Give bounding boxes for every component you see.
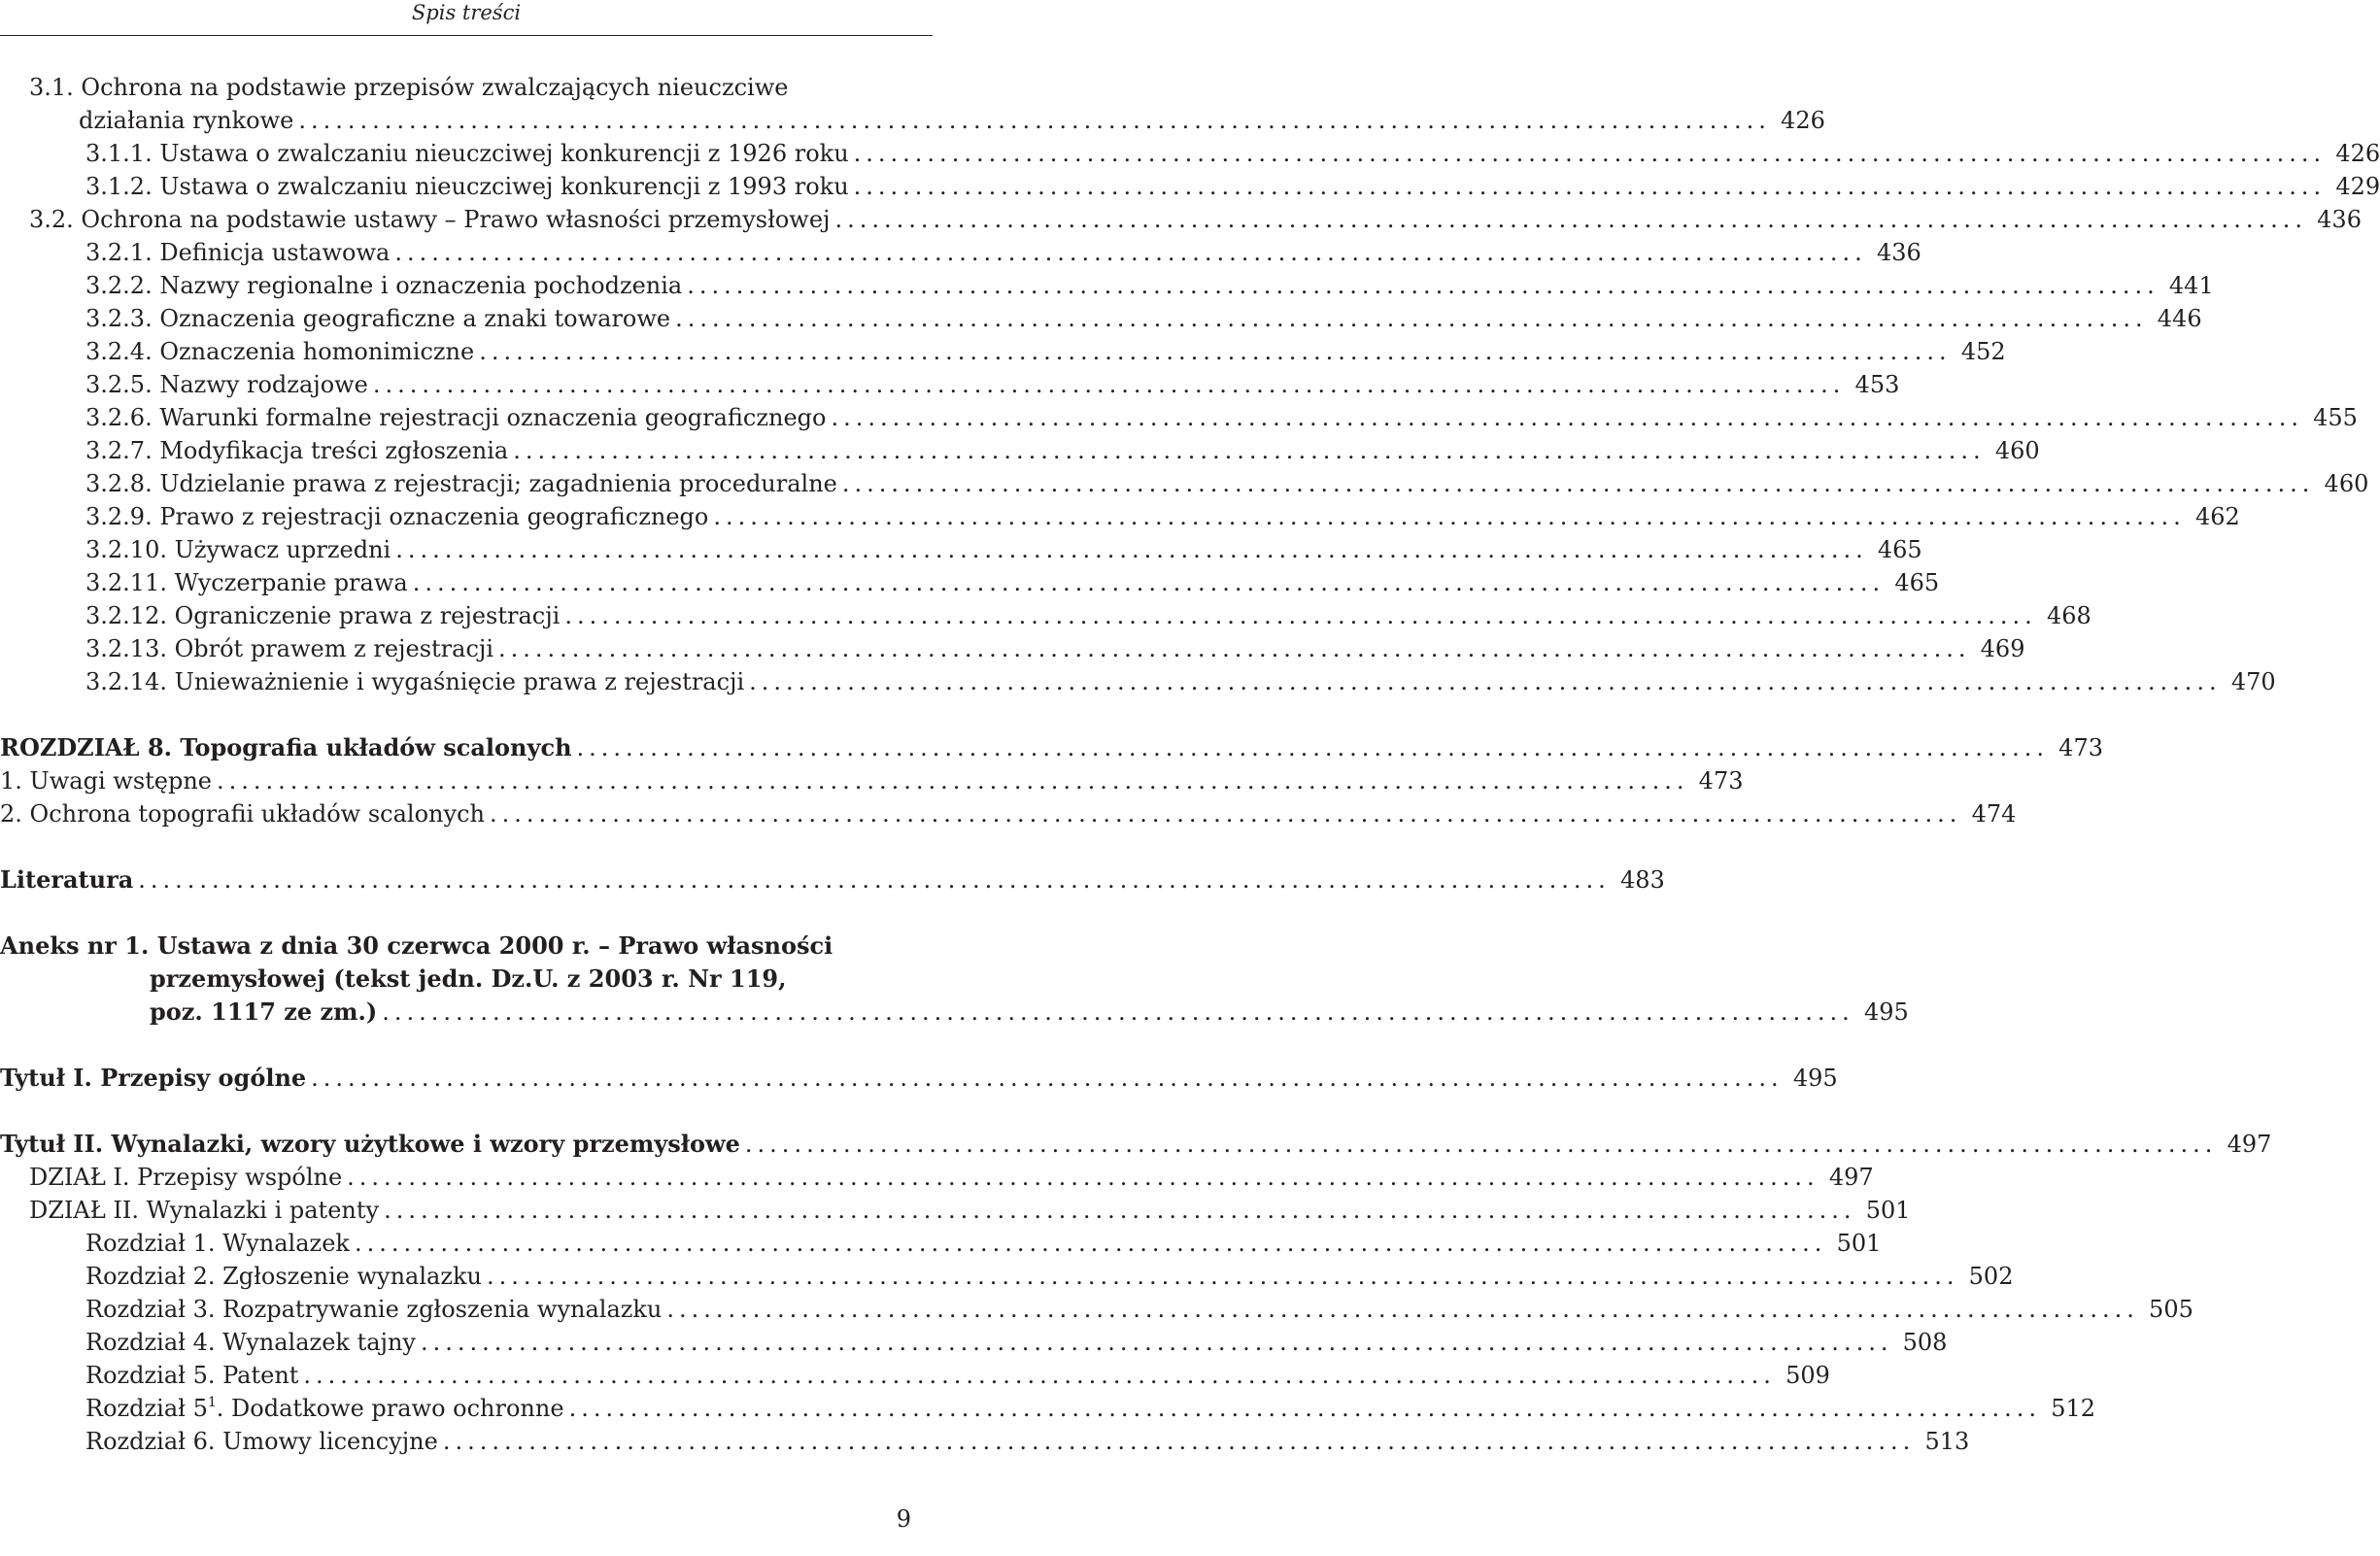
toc-entry-title: poz. 1117 ze zm.) (150, 998, 378, 1026)
toc-entry (0, 401, 2358, 434)
toc-entry-title: 3.1.2. Ustawa o zwalczaniu nieuczciwej konkurencji z 1993 roku (85, 173, 849, 200)
dot-leader: ........................................................................................................................ (382, 998, 1854, 1026)
toc-entry-page: 452 (1960, 338, 2006, 365)
toc-entry (0, 434, 2040, 467)
toc-entry-page: 474 (1971, 800, 2017, 828)
toc-entry (0, 500, 2240, 533)
toc-entry-page: 497 (1828, 1164, 1874, 1191)
spacer (0, 896, 931, 930)
superscript: 1 (207, 1395, 217, 1410)
toc-entry-page: 469 (1980, 635, 2025, 662)
dot-leader: ........................................................................................................................ (564, 602, 2037, 629)
dot-leader: ........................................................................................................................ (498, 635, 1971, 662)
dot-leader: ........................................................................................................................ (853, 140, 2327, 167)
toc-entry-page: 426 (1781, 107, 1825, 134)
dot-leader: ........................................................................................................................ (853, 173, 2327, 200)
toc-entry-title: 3.2.8. Udzielanie prawa z rejestracji; zagadnienia proceduralne (85, 470, 837, 497)
toc-entry (0, 1326, 1948, 1359)
dot-leader: ........................................................................................................................ (675, 305, 2148, 332)
toc-entry-page: 436 (1876, 239, 1921, 266)
toc-entry-page: 495 (1792, 1065, 1838, 1092)
toc-entry-title: 3.1.1. Ustawa o zwalczaniu nieuczciwej konkurencji z 1926 roku (85, 140, 849, 167)
toc-entry-title: Rozdział 6. Umowy licencyjne (85, 1428, 438, 1455)
toc-entry (0, 599, 2091, 632)
toc-entry-title: 3.2.2. Nazwy regionalne i oznaczenia pochodzenia (85, 272, 683, 299)
toc-entry-title: Aneks nr 1. Ustawa z dnia 30 czerwca 2000 r. – Prawo własności (0, 931, 833, 960)
toc-chapter-entry (0, 863, 1665, 896)
toc-entry (0, 566, 1940, 599)
toc-entry-page: 441 (2168, 272, 2214, 299)
dot-leader: ........................................................................................................................ (744, 1131, 2218, 1158)
toc-entry-title: 3.2.12. Ograniczenie prawa z rejestracji (85, 602, 561, 629)
toc-entry-page: 502 (1968, 1263, 2014, 1290)
toc-entry-title: 2. Ochrona topografii układów scalonych (0, 800, 485, 828)
dot-leader: ........................................................................................................................ (479, 338, 1952, 365)
toc-entry-title: 3.2.3. Oznaczenia geograficzne a znaki towarowe (85, 305, 671, 332)
toc-entry (0, 797, 2017, 830)
dot-leader: ........................................................................................................................ (217, 767, 1689, 795)
toc-entry-page: 436 (2317, 206, 2362, 233)
toc-entry (0, 104, 1825, 137)
page-number: 9 (896, 1505, 911, 1533)
toc-entry-page: 501 (1836, 1230, 1882, 1257)
dot-leader: ........................................................................................................................ (831, 404, 2303, 431)
toc-entry (0, 368, 1900, 401)
toc-entry-page: 465 (1877, 536, 1922, 563)
toc-entry-title: przemysłowej (tekst jedn. Dz.U. z 2003 r. Nr 119, (150, 964, 787, 993)
toc-entry-title: 3.2.1. Definicja ustawowa (85, 239, 391, 266)
toc-entry (0, 170, 2380, 203)
dot-leader: ........................................................................................................................ (354, 1230, 1827, 1257)
dot-leader: ........................................................................................................................ (442, 1428, 1916, 1455)
toc-entry-page: 501 (1865, 1197, 1911, 1224)
dot-leader: ........................................................................................................................ (713, 503, 2186, 530)
running-head: Spis treści (411, 1, 522, 24)
spacer (0, 830, 931, 863)
dot-leader: ........................................................................................................................ (384, 1197, 1856, 1224)
toc-entry-page: 470 (2230, 668, 2276, 695)
toc-entry-title: 3.2.10. Używacz uprzedni (85, 536, 391, 563)
toc-entry-title: 3.2.5. Nazwy rodzajowe (85, 371, 368, 398)
toc-entry-title: 3.2. Ochrona na podstawie ustawy – Prawo własności przemysłowej (29, 206, 831, 233)
toc-entry-page: 513 (1924, 1428, 1970, 1455)
toc-entry (0, 236, 1921, 269)
toc-entry (0, 1227, 1882, 1260)
toc-entry-page: 446 (2157, 305, 2202, 332)
toc-entry-page: 509 (1785, 1362, 1830, 1389)
toc-entry (0, 1392, 2096, 1425)
toc-entry (0, 269, 2214, 302)
dot-leader: ........................................................................................................................ (298, 107, 1771, 134)
toc-entry-title: DZIAŁ II. Wynalazki i patenty (29, 1197, 380, 1224)
toc-entry-page: 505 (2149, 1296, 2193, 1323)
toc-entry (0, 632, 2025, 665)
toc-entry-title: 3.2.13. Obrót prawem z rejestracji (85, 635, 493, 662)
toc-entry-page: 460 (1994, 437, 2040, 464)
toc-entry (0, 1260, 2014, 1293)
toc-entry (0, 665, 2276, 698)
toc-entry-page: 497 (2227, 1131, 2272, 1158)
toc-entry (0, 1293, 2193, 1326)
toc-entry-title: Rozdział 3. Rozpatrywanie zgłoszenia wynalazku (85, 1296, 663, 1323)
spacer (0, 1095, 931, 1128)
toc-entry (0, 1194, 1911, 1227)
toc-entry-page: 462 (2195, 503, 2240, 530)
toc-entry-title: Rozdział 4. Wynalazek tajny (85, 1329, 416, 1356)
toc-chapter-entry (0, 1062, 1838, 1095)
dot-leader: ........................................................................................................................ (394, 239, 1867, 266)
toc-entry-title: Tytuł I. Przepisy ogólne (0, 1064, 307, 1092)
toc-entry-page: 453 (1854, 371, 1900, 398)
toc-entry-title: Rozdział 5. Patent (85, 1362, 299, 1389)
toc-entry-page: 460 (2324, 470, 2369, 497)
dot-leader: ........................................................................................................................ (568, 1395, 2042, 1422)
toc-entry-title: Rozdział 2. Zgłoszenie wynalazku (85, 1263, 482, 1290)
dot-leader: ........................................................................................................................ (489, 800, 1962, 828)
dot-leader: ........................................................................................................................ (666, 1296, 2139, 1323)
toc-entry-title-prefix: Rozdział 5 (85, 1395, 208, 1422)
toc-entry-page: 468 (2046, 602, 2091, 629)
toc-entry (0, 467, 2369, 500)
toc-entry-title (85, 1392, 564, 1425)
dot-leader: ........................................................................................................................ (834, 206, 2307, 233)
dot-leader: ........................................................................................................................ (395, 536, 1868, 563)
toc-entry-page: 465 (1894, 569, 1940, 596)
toc-entry-title: DZIAŁ I. Przepisy wspólne (29, 1164, 343, 1191)
spacer (0, 698, 931, 731)
toc-entry-page: 512 (2051, 1395, 2096, 1422)
dot-leader: ........................................................................................................................ (303, 1362, 1776, 1389)
toc-entry-title-suffix: . Dodatkowe prawo ochronne (216, 1395, 564, 1422)
dot-leader: ........................................................................................................................ (420, 1329, 1893, 1356)
toc-entry-title: 3.2.11. Wyczerpanie prawa (85, 569, 408, 596)
dot-leader: ........................................................................................................................ (311, 1065, 1784, 1092)
dot-leader: ........................................................................................................................ (412, 569, 1886, 596)
toc-entry-page: 473 (2058, 734, 2103, 761)
toc-entry-title: 3.2.14. Unieważnienie i wygaśnięcie prawa z rejestracji (85, 668, 745, 695)
dot-leader: ........................................................................................................................ (576, 734, 2049, 761)
toc-entry (0, 1425, 1970, 1458)
toc-entry-title: 1. Uwagi wstępne (0, 767, 213, 795)
toc-entry (0, 533, 1922, 566)
dot-leader: ........................................................................................................................ (513, 437, 1986, 464)
header-rule (0, 35, 933, 36)
toc-entry-title: 3.2.6. Warunki formalne rejestracji oznaczenia geograficznego (85, 404, 827, 431)
toc-entry (0, 1359, 1830, 1392)
toc-entry-title: ROZDZIAŁ 8. Topografia układów scalonych (0, 733, 572, 761)
toc-entry-continuation (0, 996, 1909, 1029)
toc-entry-title: działania rynkowe (79, 107, 294, 134)
toc-entry-page: 429 (2335, 173, 2380, 200)
dot-leader: ........................................................................................................................ (372, 371, 1846, 398)
toc-entry-continuation (0, 963, 931, 996)
toc-entry-page: 455 (2313, 404, 2358, 431)
toc-entry-page: 495 (1863, 998, 1909, 1026)
toc-entry-title: 3.2.9. Prawo z rejestracji oznaczenia geograficznego (85, 503, 709, 530)
table-of-contents (0, 71, 2380, 1458)
toc-entry-page: 508 (1902, 1329, 1948, 1356)
toc-entry-title: 3.1. Ochrona na podstawie przepisów zwalczających nieuczciwe (29, 74, 789, 101)
toc-chapter-entry (0, 731, 2103, 764)
toc-entry (0, 764, 1744, 797)
dot-leader: ........................................................................................................................ (841, 470, 2315, 497)
toc-chapter-entry (0, 930, 931, 963)
toc-entry (0, 203, 2362, 236)
toc-entry (0, 302, 2202, 335)
toc-entry-title: 3.2.4. Oznaczenia homonimiczne (85, 338, 475, 365)
toc-entry (0, 1161, 1874, 1194)
toc-entry-page: 473 (1698, 767, 1744, 795)
toc-entry (0, 335, 2006, 368)
toc-entry-title: Tytuł II. Wynalazki, wzory użytkowe i wzory przemysłowe (0, 1130, 740, 1158)
toc-entry-page: 483 (1619, 866, 1665, 894)
toc-entry (0, 137, 2380, 170)
toc-entry-page: 426 (2335, 140, 2380, 167)
dot-leader: ........................................................................................................................ (347, 1164, 1819, 1191)
dot-leader: ........................................................................................................................ (687, 272, 2159, 299)
toc-entry-title: Literatura (0, 865, 134, 894)
toc-entry (0, 71, 931, 104)
spacer (0, 1029, 931, 1062)
dot-leader: ........................................................................................................................ (138, 866, 1611, 894)
toc-entry-title: 3.2.7. Modyfikacja treści zgłoszenia (85, 437, 509, 464)
dot-leader: ........................................................................................................................ (487, 1263, 1959, 1290)
dot-leader: ........................................................................................................................ (749, 668, 2222, 695)
toc-entry-title: Rozdział 1. Wynalazek (85, 1230, 350, 1257)
toc-chapter-entry (0, 1128, 2272, 1161)
